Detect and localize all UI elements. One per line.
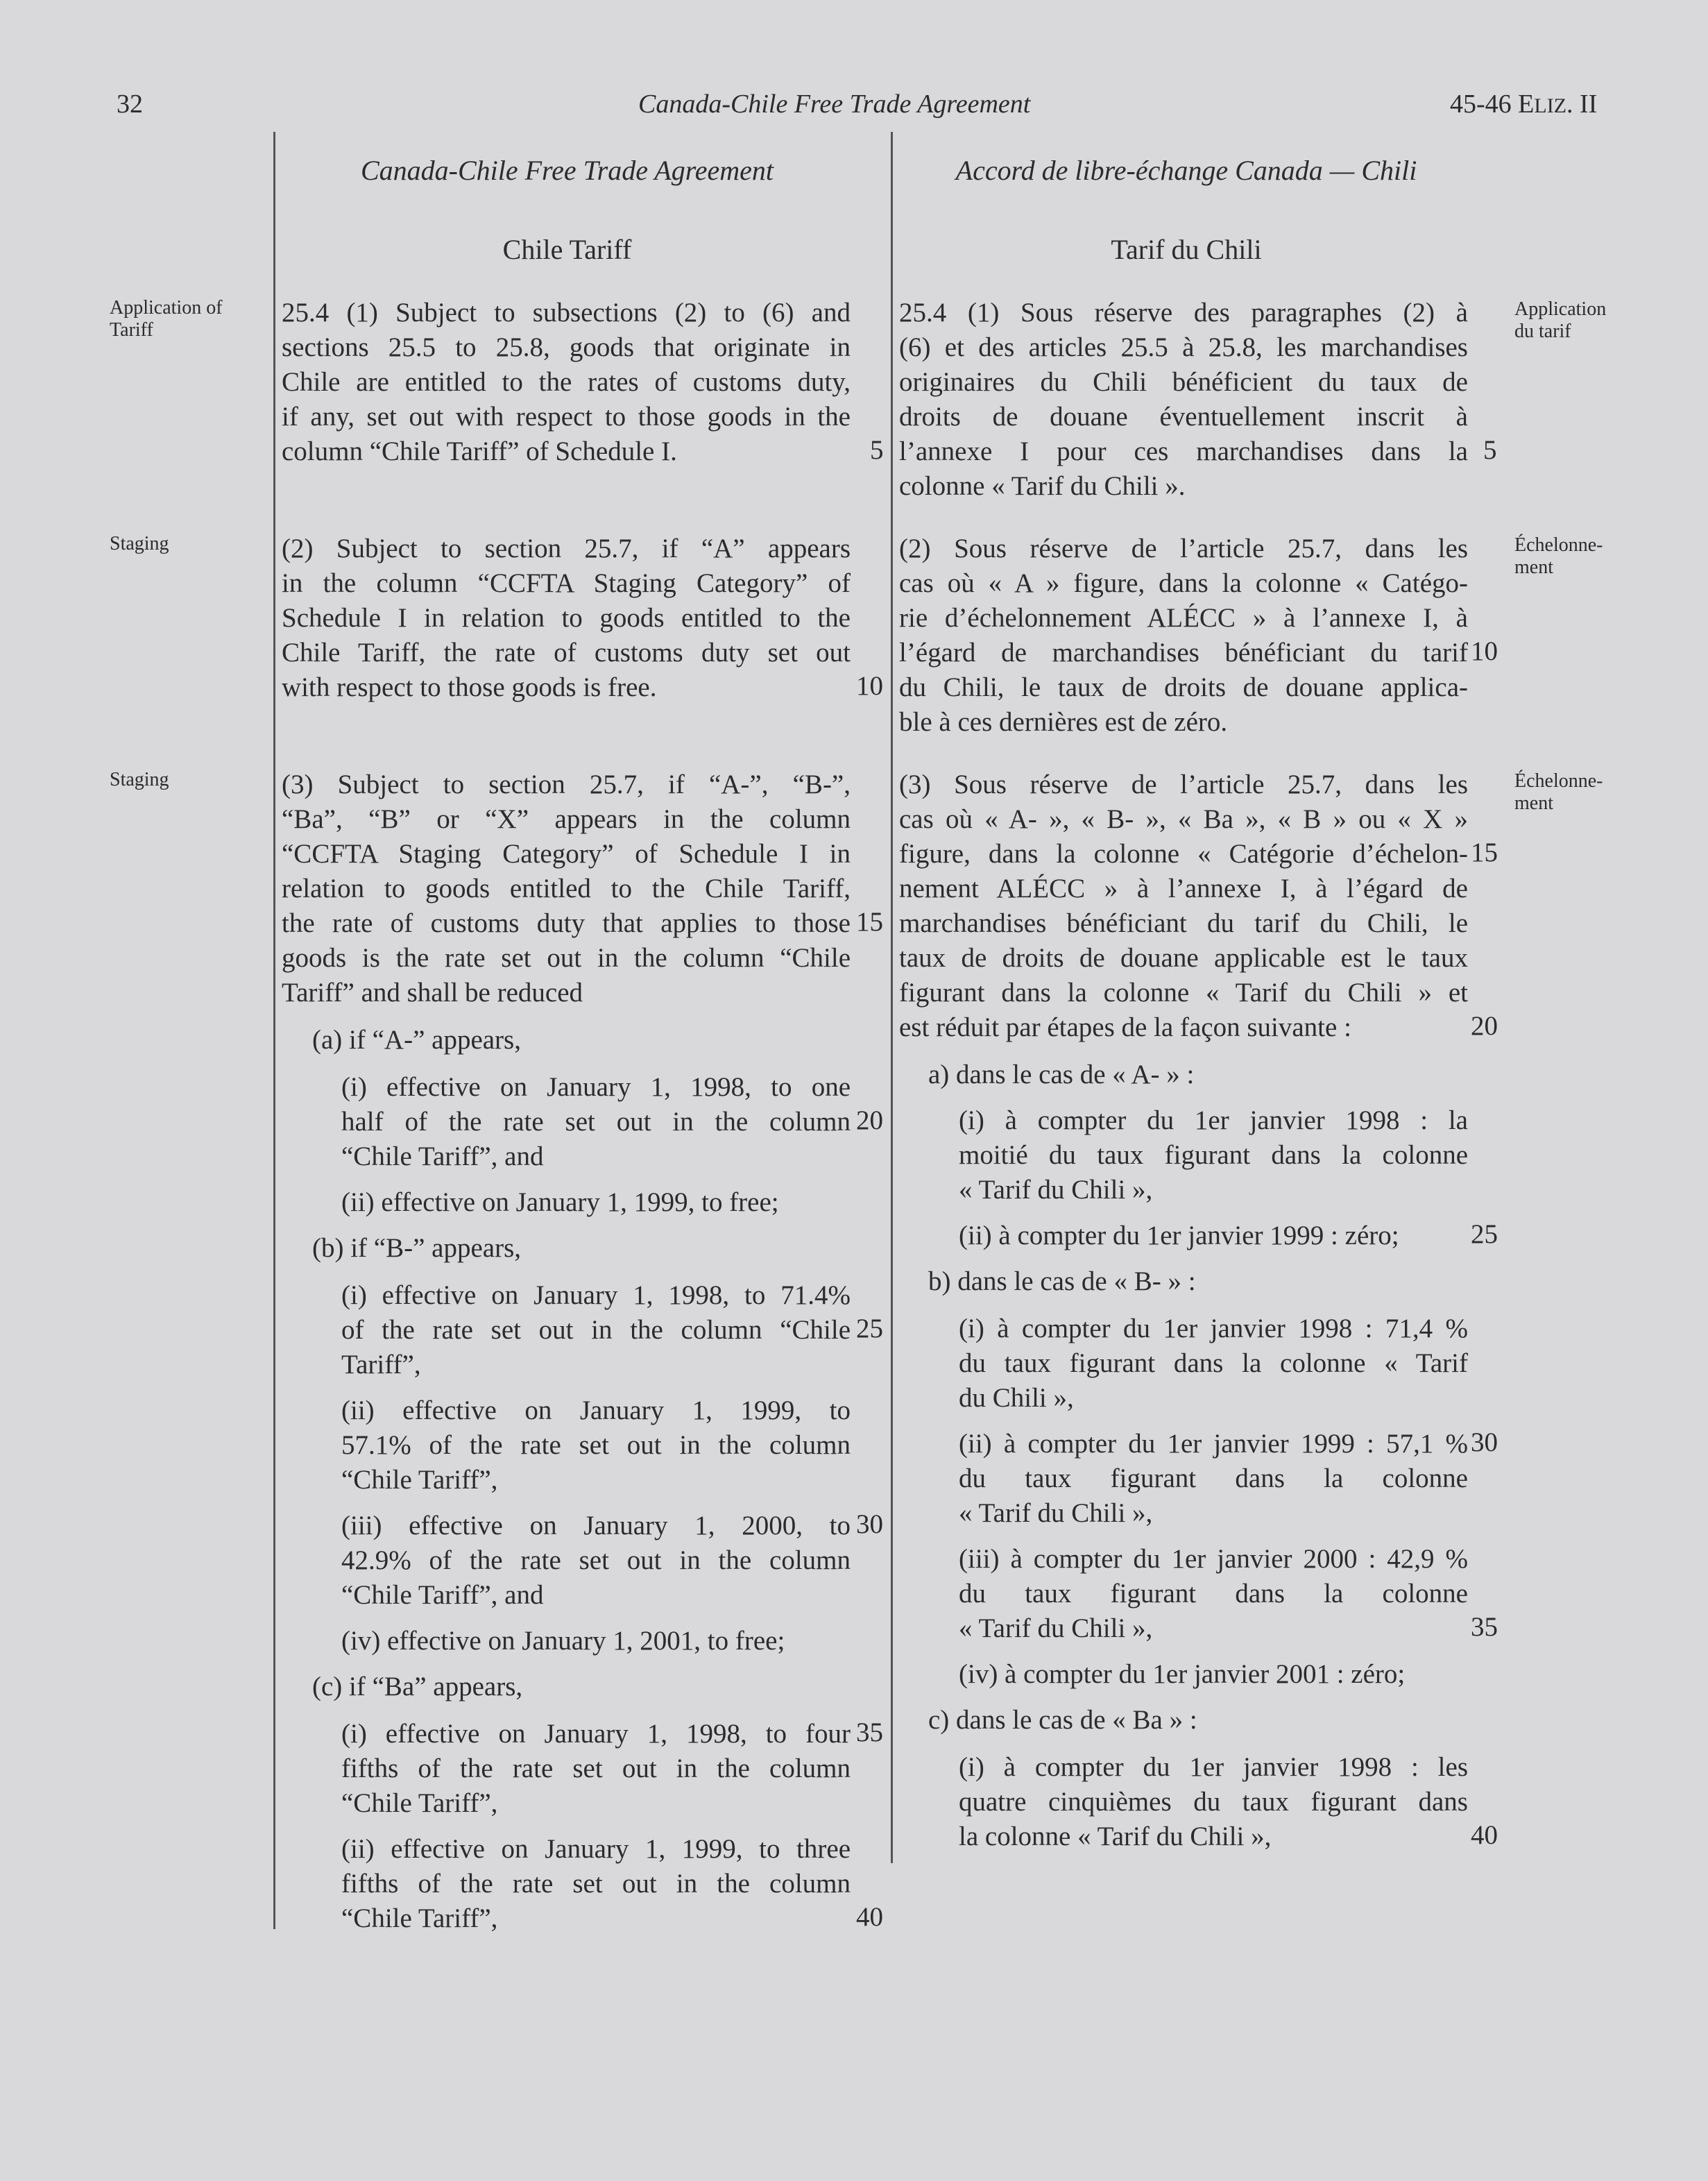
text-line: (c) if “Ba” appears, (312, 1672, 523, 1701)
text-line: Tariff”, (341, 1350, 421, 1380)
line-number: 15 (856, 907, 883, 937)
english-subsection-25-4-1 (282, 296, 851, 469)
line-number: 25 (1471, 1219, 1498, 1249)
line-number: 40 (856, 1902, 883, 1932)
line-number: 35 (1471, 1612, 1498, 1642)
text-line: (i) effective on January 1, 1998, to four (341, 1719, 851, 1749)
line-number: 10 (856, 671, 883, 701)
line-number: 25 (856, 1314, 883, 1343)
text-line: originaires du Chili bénéficient du taux de (899, 367, 1468, 397)
line-number: 35 (856, 1717, 883, 1747)
text-line: (i) à compter du 1er janvier 1998 : les (959, 1752, 1468, 1782)
margin-note-line: ment (1514, 792, 1553, 814)
text-line: figure, dans la colonne « Catégorie d’échelon- (899, 839, 1468, 869)
regnal-year-suffix: . II (1566, 90, 1598, 119)
line-number: 20 (856, 1105, 883, 1135)
regnal-year-prefix: 45-46 E (1450, 90, 1535, 119)
left-column-rule (273, 132, 275, 1929)
french-subparagraph-b-ii (959, 1427, 1468, 1531)
text-line: colonne « Tarif du Chili ». (899, 471, 1186, 501)
text-line: (iii) effective on January 1, 2000, to (341, 1511, 851, 1541)
french-subparagraph-a-ii (959, 1219, 1468, 1253)
margin-note-line: ment (1514, 557, 1553, 578)
english-paragraph-c (312, 1670, 851, 1704)
text-line: the rate of customs duty that applies to those (282, 908, 851, 938)
text-line: 42.9% of the rate set out in the column (341, 1545, 851, 1575)
margin-note-echelonnement (1514, 534, 1603, 579)
text-line: a) dans le cas de « A- » : (928, 1060, 1195, 1089)
text-line: “Chile Tariff”, and (341, 1580, 544, 1610)
text-line: 57.1% of the rate set out in the column (341, 1430, 851, 1460)
french-act-title: Accord de libre-échange Canada — Chili (955, 155, 1417, 186)
line-number: 5 (870, 435, 884, 465)
margin-note-line: Échelonne- (1514, 534, 1603, 556)
text-line: marchandises bénéficiant du tarif du Chili, le (899, 908, 1468, 938)
text-line: fifths of the rate set out in the column (341, 1869, 851, 1899)
french-subparagraph-b-i (959, 1312, 1468, 1416)
text-line: Schedule I in relation to goods entitled to the (282, 603, 851, 633)
text-line: (iv) à compter du 1er janvier 2001 : zéro; (959, 1659, 1406, 1689)
text-line: b) dans le cas de « B- » : (928, 1266, 1196, 1296)
text-line: moitié du taux figurant dans la colonne (959, 1140, 1468, 1170)
text-line: (ii) à compter du 1er janvier 1999 : 57,1 % (959, 1429, 1468, 1459)
text-line: half of the rate set out in the column (341, 1107, 851, 1137)
line-number: 30 (856, 1509, 883, 1539)
text-line: with respect to those goods is free. (282, 672, 657, 702)
line-number: 15 (1471, 838, 1498, 867)
line-number: 10 (1471, 636, 1498, 666)
line-number: 5 (1483, 435, 1497, 465)
text-line: c) dans le cas de « Ba » : (928, 1705, 1197, 1735)
text-line: Tariff” and shall be reduced (282, 978, 583, 1008)
french-section-heading: Tarif du Chili (1111, 234, 1262, 265)
margin-note-line: Application of (110, 297, 223, 319)
margin-note-line: Tariff (110, 319, 153, 341)
text-line: quatre cinquièmes du taux figurant dans (959, 1787, 1468, 1817)
margin-note-line: Application (1514, 298, 1607, 320)
text-line: (3) Subject to section 25.7, if “A-”, “B-”, (282, 770, 851, 799)
text-line: (iv) effective on January 1, 2001, to free; (341, 1626, 785, 1656)
text-line: relation to goods entitled to the Chile Tariff, (282, 874, 851, 903)
french-subparagraph-b-iii (959, 1542, 1468, 1646)
center-column-rule (891, 132, 893, 1863)
margin-note-echelonnement (1514, 770, 1603, 815)
margin-note-application (1514, 298, 1606, 343)
french-paragraph-b (928, 1264, 1468, 1299)
text-line: Chile are entitled to the rates of customs duty, (282, 367, 851, 397)
french-subparagraph-a-i (959, 1103, 1468, 1207)
text-line: la colonne « Tarif du Chili », (959, 1822, 1272, 1851)
text-line: “CCFTA Staging Category” of Schedule I in (282, 839, 851, 869)
text-line: (6) et des articles 25.5 à 25.8, les marchandises (899, 332, 1468, 362)
english-paragraph-a (312, 1023, 851, 1058)
text-line: 25.4 (1) Sous réserve des paragraphes (2) à (899, 298, 1468, 328)
text-line: du Chili, le taux de droits de douane applica- (899, 672, 1468, 702)
line-number: 40 (1471, 1820, 1498, 1850)
text-line: du taux figurant dans la colonne (959, 1463, 1468, 1493)
margin-note-line: du tarif (1514, 321, 1571, 342)
text-line: (iii) à compter du 1er janvier 2000 : 42,9 % (959, 1544, 1468, 1574)
text-line: figurant dans la colonne « Tarif du Chili » et (899, 978, 1468, 1008)
text-line: « Tarif du Chili », (959, 1498, 1153, 1528)
text-line: droits de douane éventuellement inscrit à (899, 402, 1468, 432)
text-line: du taux figurant dans la colonne « Tarif (959, 1348, 1468, 1378)
text-line: (3) Sous réserve de l’article 25.7, dans les (899, 770, 1468, 799)
regnal-year (1450, 89, 1597, 119)
text-line: (i) effective on January 1, 1998, to one (341, 1072, 851, 1102)
text-line: du taux figurant dans la colonne (959, 1579, 1468, 1609)
running-title: Canada-Chile Free Trade Agreement (638, 90, 1031, 119)
english-paragraph-b (312, 1231, 851, 1266)
page-number: 32 (117, 90, 143, 119)
margin-note-staging: Staging (110, 533, 169, 554)
text-line: if any, set out with respect to those goods in the (282, 402, 851, 432)
english-subparagraph-b-ii (341, 1393, 851, 1497)
text-line: (i) à compter du 1er janvier 1998 : 71,4 % (959, 1314, 1468, 1343)
text-line: “Chile Tariff”, (341, 1465, 498, 1495)
french-subparagraph-c-i (959, 1750, 1468, 1854)
text-line: cas où « A- », « B- », « Ba », « B » ou « X » (899, 804, 1468, 834)
text-line: column “Chile Tariff” of Schedule I. (282, 436, 677, 466)
text-line: cas où « A » figure, dans la colonne « Catégo- (899, 568, 1468, 598)
text-line: “Chile Tariff”, and (341, 1142, 544, 1171)
text-line: (a) if “A-” appears, (312, 1025, 521, 1055)
text-line: in the column “CCFTA Staging Category” of (282, 568, 851, 598)
text-line: (b) if “B-” appears, (312, 1233, 522, 1263)
english-subparagraph-c-i (341, 1717, 851, 1821)
text-line: sections 25.5 to 25.8, goods that originate in (282, 332, 851, 362)
regnal-year-smallcaps: LIZ (1534, 94, 1567, 117)
french-subsection-25-4-3 (899, 767, 1468, 1045)
text-line: rie d’échelonnement ALÉCC » à l’annexe I, à (899, 603, 1468, 633)
text-line: est réduit par étapes de la façon suivante : (899, 1012, 1351, 1042)
english-subparagraph-a-i (341, 1070, 851, 1174)
text-line: (2) Subject to section 25.7, if “A” appears (282, 534, 851, 563)
margin-note-line: Échelonne- (1514, 770, 1603, 792)
text-line: l’égard de marchandises bénéficiant du tarif (899, 638, 1468, 668)
text-line: (ii) effective on January 1, 1999, to free; (341, 1187, 779, 1217)
english-subsection-25-4-2 (282, 532, 851, 705)
text-line: « Tarif du Chili », (959, 1175, 1153, 1205)
text-line: du Chili », (959, 1383, 1074, 1413)
text-line: fifths of the rate set out in the column (341, 1754, 851, 1783)
french-subsection-25-4-1 (899, 296, 1468, 504)
text-line: of the rate set out in the column “Chile (341, 1315, 851, 1345)
text-line: (ii) à compter du 1er janvier 1999 : zéro; (959, 1221, 1399, 1250)
english-act-title: Canada-Chile Free Trade Agreement (360, 155, 774, 186)
french-subparagraph-b-iv (959, 1657, 1468, 1692)
french-paragraph-c (928, 1703, 1468, 1738)
english-subparagraph-b-i (341, 1278, 851, 1382)
text-line: « Tarif du Chili », (959, 1613, 1153, 1643)
text-line: “Chile Tariff”, (341, 1903, 498, 1933)
english-subparagraph-a-ii (341, 1185, 851, 1220)
text-line: (2) Sous réserve de l’article 25.7, dans les (899, 534, 1468, 563)
line-number: 30 (1471, 1427, 1498, 1457)
margin-note-staging: Staging (110, 769, 169, 790)
english-section-heading: Chile Tariff (502, 234, 632, 265)
text-line: (ii) effective on January 1, 1999, to three (341, 1834, 851, 1864)
english-subparagraph-b-iv (341, 1624, 851, 1658)
text-line: nement ALÉCC » à l’annexe I, à l’égard de (899, 874, 1468, 903)
text-line: “Ba”, “B” or “X” appears in the column (282, 804, 851, 834)
line-number: 20 (1471, 1011, 1498, 1041)
french-subsection-25-4-2 (899, 532, 1468, 740)
french-paragraph-a (928, 1058, 1468, 1092)
english-subsection-25-4-3 (282, 767, 851, 1010)
english-subparagraph-b-iii (341, 1509, 851, 1613)
text-line: 25.4 (1) Subject to subsections (2) to (6) and (282, 298, 851, 328)
text-line: Chile Tariff, the rate of customs duty set out (282, 638, 851, 668)
text-line: (i) à compter du 1er janvier 1998 : la (959, 1105, 1468, 1135)
text-line: “Chile Tariff”, (341, 1788, 498, 1818)
margin-note-application (110, 297, 223, 341)
text-line: ble à ces dernières est de zéro. (899, 707, 1228, 737)
text-line: (i) effective on January 1, 1998, to 71.4% (341, 1280, 851, 1310)
text-line: (ii) effective on January 1, 1999, to (341, 1395, 851, 1425)
text-line: l’annexe I pour ces marchandises dans la (899, 436, 1468, 466)
text-line: goods is the rate set out in the column “Chile (282, 943, 851, 973)
english-subparagraph-c-ii (341, 1832, 851, 1936)
text-line: taux de droits de douane applicable est le taux (899, 943, 1468, 973)
